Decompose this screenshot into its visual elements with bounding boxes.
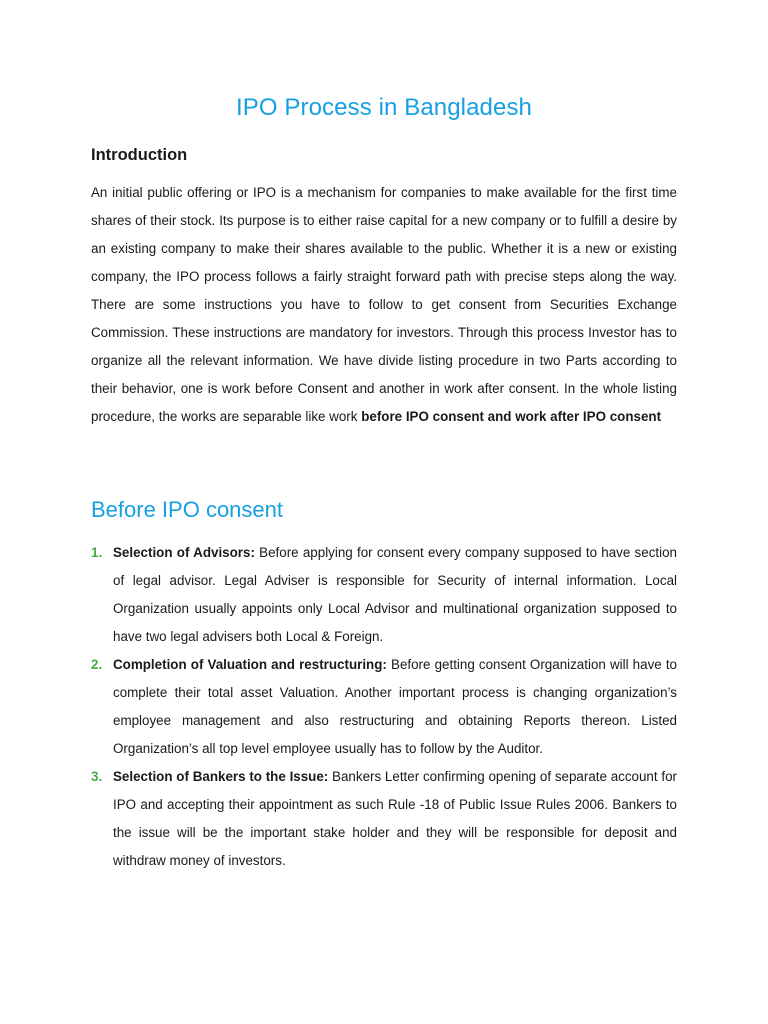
steps-list [91, 539, 677, 875]
list-item [91, 651, 677, 763]
intro-heading: Introduction [91, 146, 188, 164]
list-item-text: Before applying for consent every company supposed to have section of legal advisor. Legal Adviser is responsible for Security of internal information. Local Organization usually appoints only Local Advisor and multinational organization supposed to have two legal advisers both Local & Foreign. [113, 545, 677, 644]
list-item [91, 763, 677, 875]
section-heading: Before IPO consent [91, 497, 283, 522]
intro-text: An initial public offering or IPO is a mechanism for companies to make available for the first time shares of their stock. Its purpose is to either raise capital for a new company or to fulfill a desire by an existing company to make their shares available to the public. Whether it is a new or existing company, the IPO process follows a fairly straight forward path with precise steps along the way. There are some instructions you have to follow to get consent from Securities Exchange Commission. These instructions are mandatory for investors. Through this process Investor has to organize all the relevant information. We have divide listing procedure in two Parts according to their behavior, one is work before Consent and another in work after consent. In the whole listing procedure, the works are separable like work [91, 185, 677, 424]
list-item-text: Bankers Letter confirming opening of separate account for IPO and accepting their appointment as such Rule -18 of Public Issue Rules 2006. Bankers to the issue will be the important stake holder and they will be responsible for deposit and withdraw money of investors. [113, 769, 677, 868]
list-number: 2. [91, 657, 103, 672]
intro-paragraph [91, 179, 677, 431]
list-item-title: Completion of Valuation and restructuring: [113, 657, 387, 672]
document-title: IPO Process in Bangladesh [236, 94, 532, 121]
list-number: 1. [91, 545, 103, 560]
list-item [91, 539, 677, 651]
list-item-title: Selection of Advisors: [113, 545, 255, 560]
intro-emphasis: before IPO consent and work after IPO consent [361, 409, 662, 424]
list-item-title: Selection of Bankers to the Issue: [113, 769, 329, 784]
list-item-text: Before getting consent Organization will have to complete their total asset Valuation. Another important process is changing organization’s employee management and also restructuring and obtaining Reports thereon. Listed Organization’s all top level employee usually has to follow by the Auditor. [113, 657, 677, 756]
list-number: 3. [91, 769, 103, 784]
